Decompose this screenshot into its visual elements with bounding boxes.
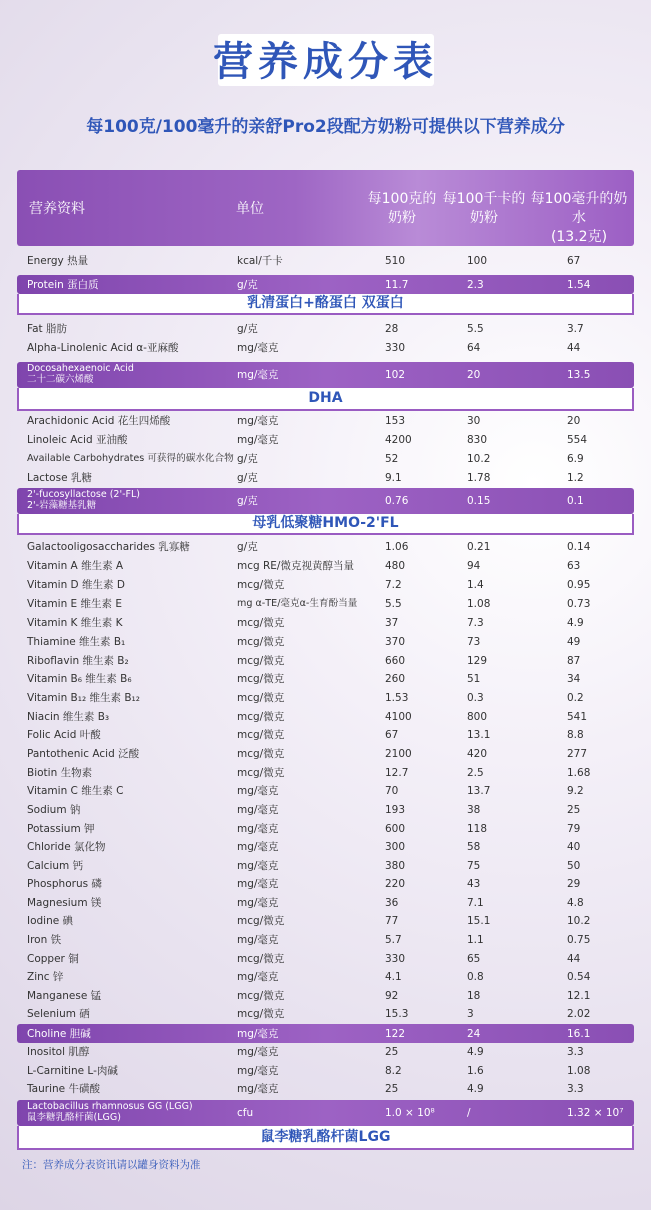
table-row: Taurine 牛磺酸 mg/毫克 25 4.9 3.3 <box>27 1083 584 1095</box>
header-per100ml: 每100毫升的奶水 (13.2克) <box>530 191 628 245</box>
band-dha: DHA <box>17 388 634 411</box>
table-row: Magnesium 镁 mg/毫克 36 7.1 4.8 <box>27 897 584 909</box>
table-row: Phosphorus 磷 mg/毫克 220 43 29 <box>27 878 581 890</box>
table-row: Iodine 碘 mcg/微克 77 15.1 10.2 <box>27 915 591 927</box>
table-row: Manganese 锰 mcg/微克 92 18 12.1 <box>27 990 591 1002</box>
table-row: Pantothenic Acid 泛酸 mcg/微克 2100 420 277 <box>27 748 588 760</box>
band-hmo: 母乳低聚糖HMO-2'FL <box>17 514 634 535</box>
table-row: Vitamin K 维生素 K mcg/微克 37 7.3 4.9 <box>27 617 584 629</box>
table-row: Riboflavin 维生素 B₂ mcg/微克 660 129 87 <box>27 655 581 667</box>
page-title: 营养成分表 <box>213 39 438 85</box>
table-row: Vitamin E 维生素 E mg α-TE/毫克α-生育酚当量 5.5 1.08 0.73 <box>27 598 591 610</box>
page-subtitle: 每100克/100毫升的亲舒Pro2段配方奶粉可提供以下营养成分 <box>86 117 565 137</box>
table-row: Iron 铁 mg/毫克 5.7 1.1 0.75 <box>27 934 591 946</box>
highlight-row-choline <box>17 1024 634 1043</box>
highlight-row-dha <box>17 362 634 388</box>
table-row: Lactobacillus rhamnosus GG (LGG) 鼠李糖乳酪杆菌(LGG) cfu 1.0 × 10⁸ / 1.32 × 10⁷ <box>27 1101 624 1123</box>
table-row: Chloride 氯化物 mg/毫克 300 58 40 <box>27 841 581 853</box>
table-header <box>17 170 634 246</box>
table-row: Protein 蛋白质 g/克 11.7 2.3 1.54 <box>27 279 591 291</box>
table-row: Calcium 钙 mg/毫克 380 75 50 <box>27 860 581 872</box>
table-row: Linoleic Acid 亚油酸 mg/毫克 4200 830 554 <box>27 434 588 446</box>
table-row: Vitamin B₁₂ 维生素 B₁₂ mcg/微克 1.53 0.3 0.2 <box>27 692 584 704</box>
table-row: Fat 脂肪 g/克 28 5.5 3.7 <box>27 323 584 335</box>
table-row: Thiamine 维生素 B₁ mcg/微克 370 73 49 <box>27 636 581 648</box>
table-row: Galactooligosaccharides 乳寡糖 g/克 1.06 0.21 0.14 <box>27 541 591 553</box>
table-row: Vitamin C 维生素 C mg/毫克 70 13.7 9.2 <box>27 785 584 797</box>
table-row: Docosahexaenoic Acid 二十二碳六烯酸 mg/毫克 102 20 13.5 <box>27 363 591 385</box>
table-row: Copper 铜 mcg/微克 330 65 44 <box>27 953 581 965</box>
table-row: Arachidonic Acid 花生四烯酸 mg/毫克 153 30 20 <box>27 415 581 427</box>
table-row: L-Carnitine L-肉碱 mg/毫克 8.2 1.6 1.08 <box>27 1065 591 1077</box>
table-row: Selenium 硒 mcg/微克 15.3 3 2.02 <box>27 1008 591 1020</box>
table-row: Lactose 乳糖 g/克 9.1 1.78 1.2 <box>27 472 584 484</box>
header-per100kcal: 每100千卡的 奶粉 <box>442 191 526 226</box>
table-row: Choline 胆碱 mg/毫克 122 24 16.1 <box>27 1028 591 1040</box>
table-row: Vitamin A 维生素 A mcg RE/微克视黄醇当量 480 94 63 <box>27 560 581 572</box>
table-row: Vitamin D 维生素 D mcg/微克 7.2 1.4 0.95 <box>27 579 591 591</box>
highlight-row-lgg <box>17 1100 634 1126</box>
table-row: Inositol 肌醇 mg/毫克 25 4.9 3.3 <box>27 1046 584 1058</box>
table-row: 2'-fucosyllactose (2'-FL) 2'-岩藻糖基乳糖 g/克 0.76 0.15 0.1 <box>27 489 584 511</box>
header-nutrient: 营养资料 <box>29 201 85 217</box>
table-row: Biotin 生物素 mcg/微克 12.7 2.5 1.68 <box>27 767 591 779</box>
table-row: Folic Acid 叶酸 mcg/微克 67 13.1 8.8 <box>27 729 584 741</box>
header-per100g: 每100克的 奶粉 <box>367 191 437 226</box>
table-row: Sodium 钠 mg/毫克 193 38 25 <box>27 804 581 816</box>
table-row: Energy 热量 kcal/千卡 510 100 67 <box>27 255 581 267</box>
highlight-row-hmo <box>17 488 634 514</box>
footnote: 注：营养成分表资讯请以罐身资料为准 <box>22 1159 201 1171</box>
band-protein: 乳清蛋白+酪蛋白 双蛋白 <box>17 294 634 315</box>
highlight-row-protein <box>17 275 634 294</box>
header-unit: 单位 <box>236 201 264 217</box>
table-row: Zinc 锌 mg/毫克 4.1 0.8 0.54 <box>27 971 591 983</box>
table-row: Niacin 维生素 B₃ mcg/微克 4100 800 541 <box>27 711 588 723</box>
table-row: Available Carbohydrates 可获得的碳水化合物 g/克 52 10.2 6.9 <box>27 453 584 465</box>
table-row: Alpha-Linolenic Acid α-亚麻酸 mg/毫克 330 64 44 <box>27 342 581 354</box>
table-row: Potassium 钾 mg/毫克 600 118 79 <box>27 823 581 835</box>
band-lgg: 鼠李糖乳酪杆菌LGG <box>17 1126 634 1150</box>
table-row: Vitamin B₆ 维生素 B₆ mcg/微克 260 51 34 <box>27 673 581 685</box>
